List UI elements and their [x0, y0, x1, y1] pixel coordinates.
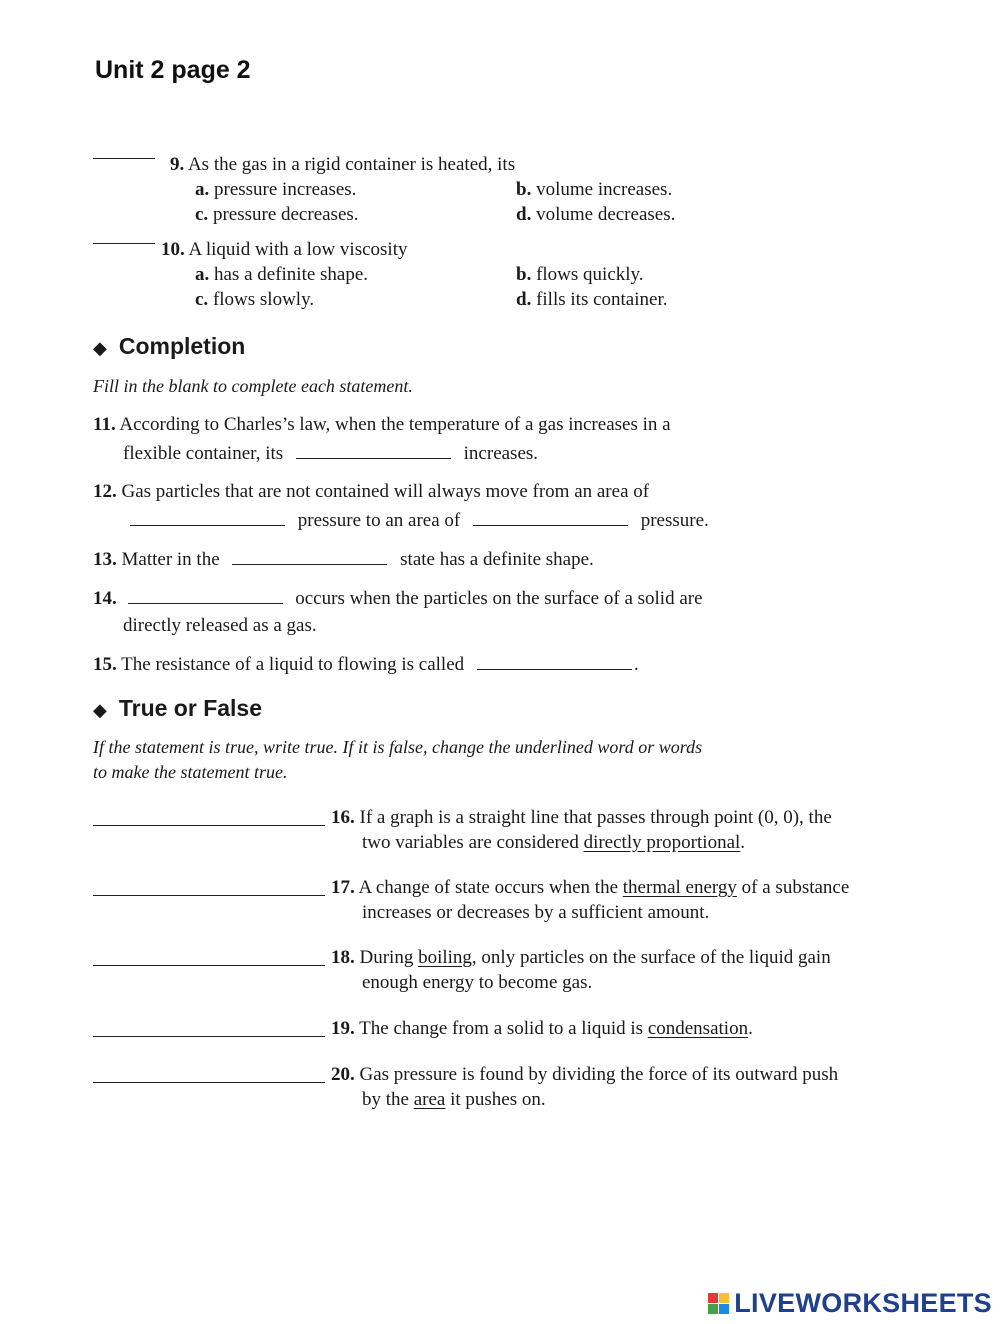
option-9d: d. volume decreases. [516, 204, 676, 225]
question-13: 13. Matter in the state has a definite shape. [93, 549, 594, 570]
option-9a: a. pressure increases. [195, 179, 357, 200]
question-9 [170, 153, 515, 177]
liveworksheets-logo: LIVEWORKSHEETS [708, 1288, 992, 1319]
fill-blank-14[interactable] [128, 586, 283, 604]
question-stem: A liquid with a low viscosity [188, 239, 408, 260]
option-10c: c. flows slowly. [195, 289, 315, 310]
diamond-icon: ◆ [93, 338, 107, 358]
fill-blank-15[interactable] [477, 652, 632, 670]
question-number: 9. [170, 154, 185, 175]
question-18: 18. During boiling, only particles on the surface of the liquid gain [331, 947, 831, 968]
option-10a: a. has a definite shape. [195, 264, 369, 285]
question-12: 12. Gas particles that are not contained will always move from an area of [93, 481, 650, 502]
completion-instruction: Fill in the blank to complete each statement. [93, 376, 413, 396]
question-11: 11. According to Charles’s law, when the temperature of a gas increases in a [93, 414, 671, 435]
answer-blank-20[interactable] [93, 1082, 325, 1083]
answer-blank-16[interactable] [93, 825, 325, 826]
tf-instruction-2: to make the statement true. [93, 762, 288, 782]
fill-blank-13[interactable] [232, 547, 387, 565]
question-15: 15. The resistance of a liquid to flowing is called . [93, 654, 639, 675]
tf-instruction-1: If the statement is true, write true. If it is false, change the underlined word or words [93, 737, 703, 757]
liveworksheets-icon [708, 1293, 730, 1315]
option-9c: c. pressure decreases. [195, 204, 359, 225]
section-heading-completion: ◆ Completion [93, 333, 246, 359]
question-16: 16. If a graph is a straight line that passes through point (0, 0), the [331, 807, 832, 828]
answer-blank-17[interactable] [93, 895, 325, 896]
answer-blank-18[interactable] [93, 965, 325, 966]
underlined-term: condensation [647, 1018, 749, 1039]
question-14: 14. occurs when the particles on the surface of a solid are [93, 588, 703, 609]
question-stem: As the gas in a rigid container is heated, its [187, 154, 516, 175]
answer-blank-10[interactable] [93, 243, 155, 244]
fill-blank-11[interactable] [296, 441, 451, 459]
underlined-term: boiling [418, 947, 472, 968]
option-10b: b. flows quickly. [516, 264, 644, 285]
fill-blank-12b[interactable] [473, 508, 628, 526]
answer-blank-9[interactable] [93, 158, 155, 159]
underlined-term: directly proportional [583, 832, 741, 853]
section-heading-true-false: ◆ True or False [93, 695, 263, 721]
underlined-term: thermal energy [622, 877, 737, 898]
option-10d: d. fills its container. [516, 289, 668, 310]
answer-blank-19[interactable] [93, 1036, 325, 1037]
page-title: Unit 2 page 2 [95, 56, 251, 84]
underlined-term: area [413, 1089, 446, 1110]
question-number: 10. [161, 239, 185, 260]
question-10 [161, 238, 407, 262]
question-17: 17. A change of state occurs when the thermal energy of a substance [331, 877, 850, 898]
diamond-icon: ◆ [93, 700, 107, 720]
fill-blank-12a[interactable] [130, 508, 285, 526]
question-20: 20. Gas pressure is found by dividing the force of its outward push [331, 1064, 839, 1085]
question-19: 19. The change from a solid to a liquid is condensation. [331, 1018, 753, 1039]
option-9b: b. volume increases. [516, 179, 673, 200]
